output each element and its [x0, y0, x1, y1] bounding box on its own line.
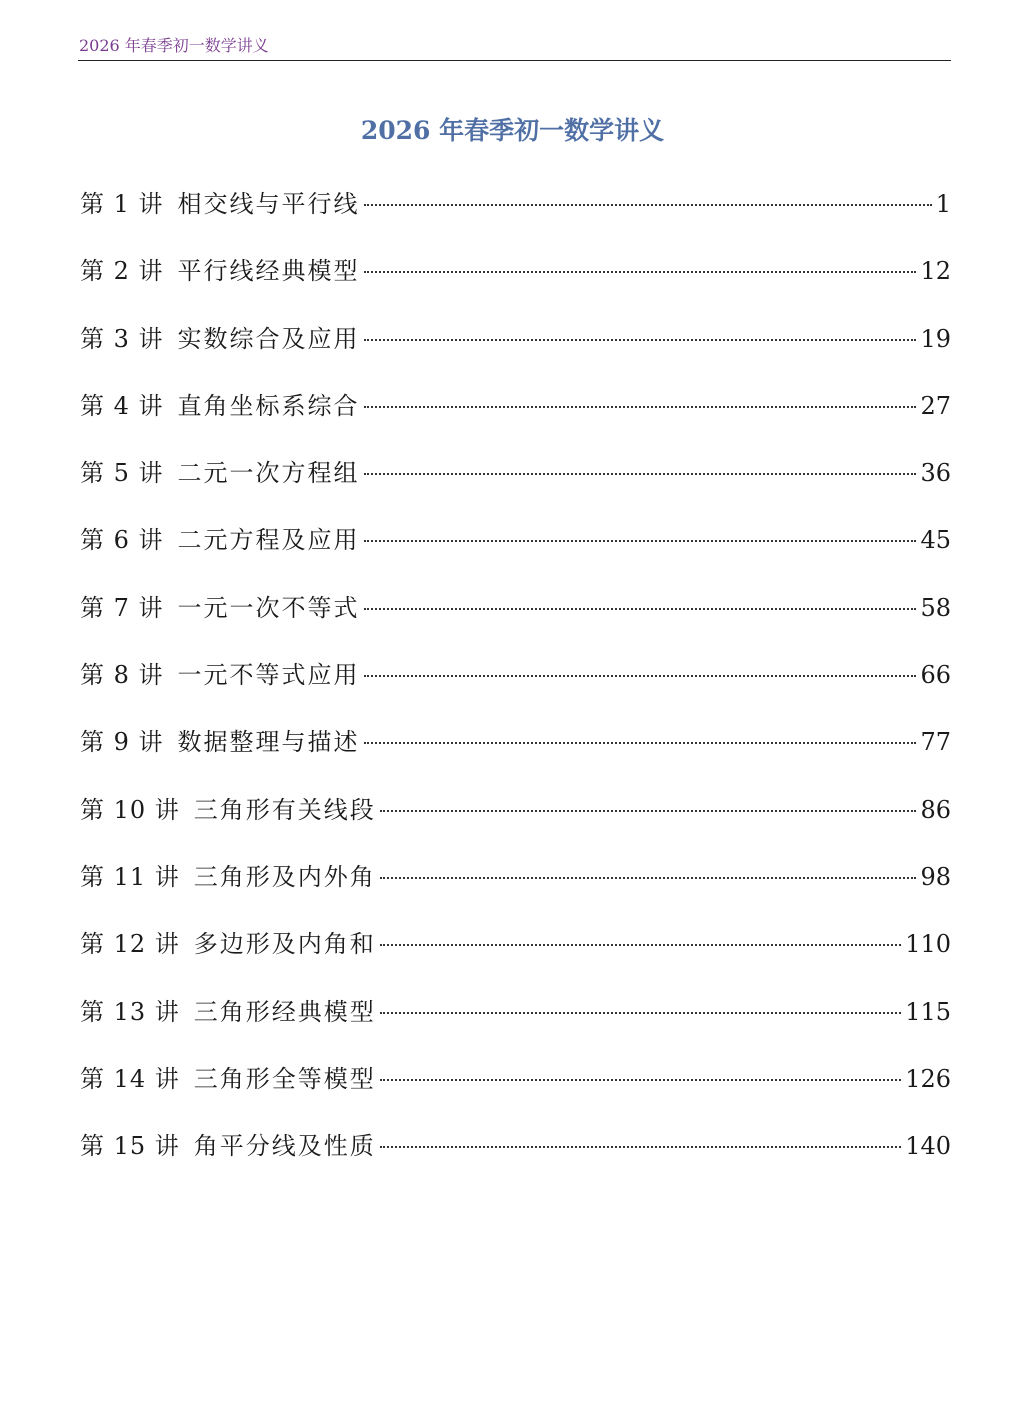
toc-entry-page-number: 115	[905, 997, 951, 1026]
toc-entry-page-number: 27	[920, 391, 951, 420]
toc-entry[interactable]	[80, 924, 951, 991]
toc-entry-title: 三角形经典模型	[193, 997, 376, 1026]
toc-entry-title: 三角形全等模型	[193, 1064, 376, 1093]
toc-entry-page-number: 126	[905, 1064, 951, 1093]
toc-dot-leader	[364, 271, 917, 273]
toc-entry-label: 第 3 讲	[80, 324, 164, 353]
toc-entry-label: 第 9 讲	[80, 728, 164, 757]
toc-entry-label: 第 6 讲	[80, 526, 164, 555]
toc-entry-page-number: 12	[920, 257, 951, 286]
toc-dot-leader	[380, 810, 917, 812]
toc-entry-title: 三角形有关线段	[193, 795, 376, 824]
toc-entry-page-number: 1	[935, 190, 951, 218]
toc-entry-label: 第 7 讲	[80, 593, 164, 622]
table-of-contents	[80, 184, 951, 1193]
toc-entry-page-number: 110	[905, 930, 951, 959]
toc-entry[interactable]	[80, 319, 951, 386]
toc-dot-leader	[364, 339, 917, 341]
toc-dot-leader	[364, 742, 917, 744]
toc-entry[interactable]	[80, 1059, 951, 1126]
toc-entry-page-number: 66	[920, 661, 951, 690]
toc-entry-page-number: 36	[920, 459, 951, 488]
toc-entry-page-number: 98	[920, 862, 951, 891]
toc-entry-page-number: 58	[920, 593, 951, 622]
toc-entry-title: 角平分线及性质	[193, 1132, 376, 1161]
header-text: 2026 年春季初一数学讲义	[79, 36, 269, 55]
toc-entry-label: 第 12 讲	[80, 930, 180, 959]
toc-dot-leader	[364, 406, 917, 408]
toc-entry-label: 第 1 讲	[80, 190, 164, 218]
toc-entry-page-number: 77	[920, 728, 951, 757]
toc-entry[interactable]	[80, 588, 951, 655]
toc-entry-label: 第 2 讲	[80, 257, 164, 286]
toc-entry-label: 第 4 讲	[80, 391, 164, 420]
toc-entry-label: 第 10 讲	[80, 795, 180, 824]
toc-entry[interactable]	[80, 857, 951, 924]
toc-entry-title: 二元一次方程组	[177, 459, 360, 488]
toc-entry-title: 一元不等式应用	[177, 661, 360, 690]
toc-dot-leader	[380, 1079, 901, 1081]
toc-entry-page-number: 140	[905, 1132, 951, 1161]
toc-dot-leader	[364, 675, 917, 677]
toc-dot-leader	[364, 473, 917, 475]
toc-entry[interactable]	[80, 722, 951, 789]
toc-entry-title: 直角坐标系综合	[177, 391, 360, 420]
toc-entry-title: 平行线经典模型	[177, 257, 360, 286]
toc-entry-label: 第 15 讲	[80, 1132, 180, 1161]
toc-entry-title: 二元方程及应用	[177, 526, 360, 555]
toc-dot-leader	[380, 944, 901, 946]
toc-entry-label: 第 8 讲	[80, 661, 164, 690]
toc-entry[interactable]	[80, 1126, 951, 1193]
toc-dot-leader	[380, 1146, 901, 1148]
toc-entry-title: 三角形及内外角	[193, 862, 376, 891]
toc-entry-title: 多边形及内角和	[193, 930, 376, 959]
document-title: 2026 年春季初一数学讲义	[360, 116, 665, 145]
toc-entry[interactable]	[80, 386, 951, 453]
toc-dot-leader	[364, 204, 932, 206]
toc-dot-leader	[380, 877, 917, 879]
toc-dot-leader	[380, 1012, 901, 1014]
toc-entry-page-number: 45	[920, 526, 951, 555]
toc-entry[interactable]	[80, 520, 951, 587]
toc-entry[interactable]	[80, 453, 951, 520]
toc-entry[interactable]	[80, 790, 951, 857]
toc-entry-label: 第 13 讲	[80, 997, 180, 1026]
toc-dot-leader	[364, 540, 917, 542]
toc-entry[interactable]	[80, 251, 951, 318]
toc-entry-title: 一元一次不等式	[177, 593, 360, 622]
toc-entry-label: 第 14 讲	[80, 1064, 180, 1093]
toc-entry-title: 实数综合及应用	[177, 324, 360, 353]
toc-entry-title: 相交线与平行线	[177, 190, 360, 218]
toc-entry[interactable]	[80, 184, 951, 251]
toc-dot-leader	[364, 608, 917, 610]
page-header	[78, 36, 951, 61]
toc-entry-label: 第 5 讲	[80, 459, 164, 488]
toc-entry[interactable]	[80, 655, 951, 722]
toc-entry-title: 数据整理与描述	[177, 728, 360, 757]
toc-entry[interactable]	[80, 992, 951, 1059]
toc-entry-label: 第 11 讲	[80, 862, 180, 891]
toc-entry-page-number: 19	[920, 324, 951, 353]
toc-entry-page-number: 86	[920, 795, 951, 824]
